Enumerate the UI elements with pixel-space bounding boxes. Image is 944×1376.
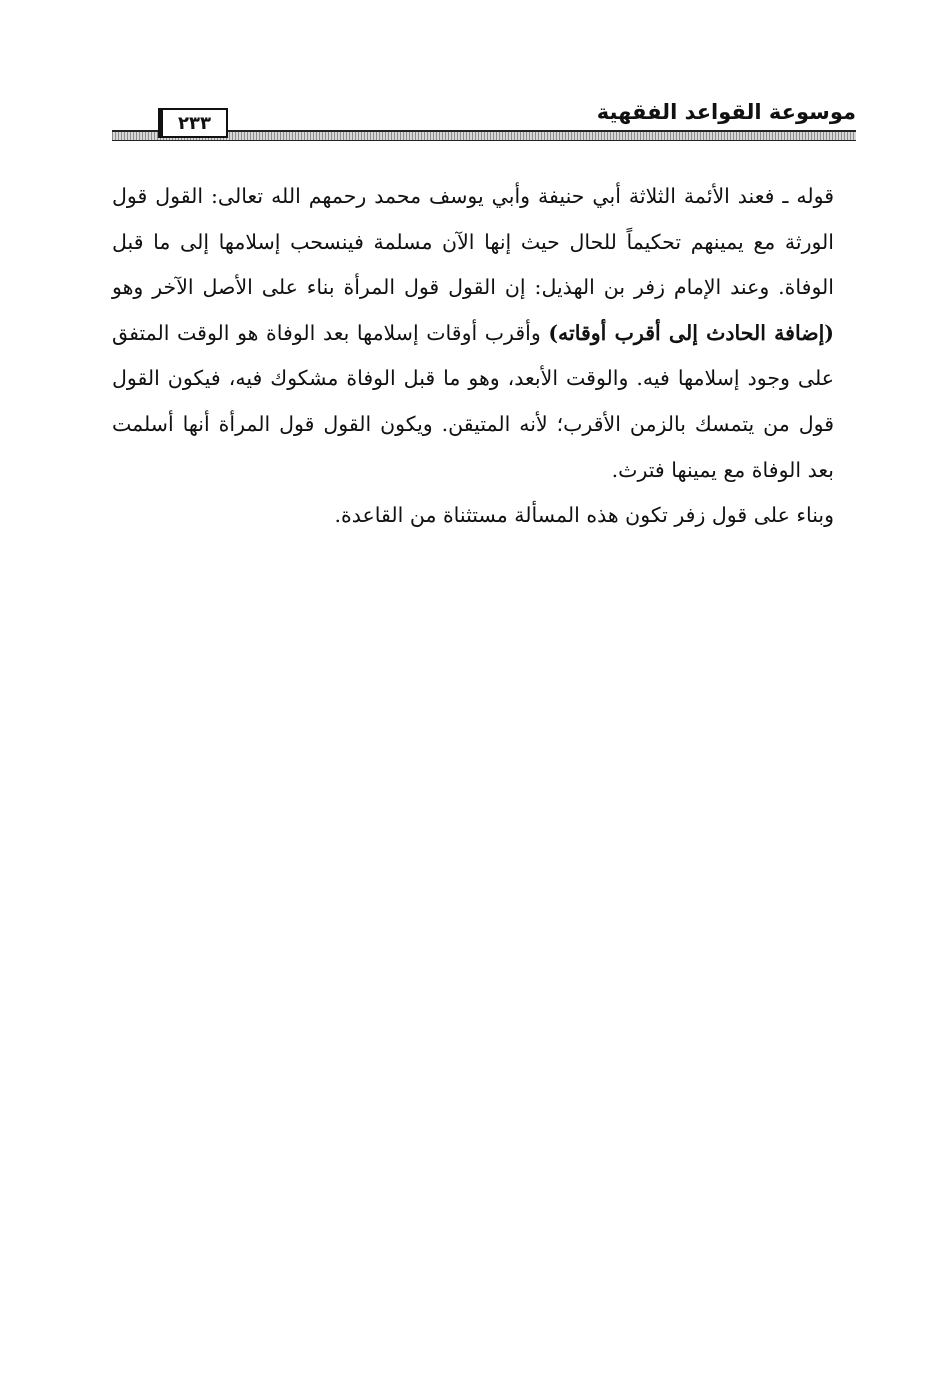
page-header bbox=[112, 96, 856, 148]
page-number: ٢٣٣ bbox=[178, 113, 211, 134]
body-text bbox=[112, 174, 834, 539]
paragraph-2: وبناء على قول زفر تكون هذه المسألة مستثناة من القاعدة. bbox=[334, 503, 834, 528]
paragraph-1 bbox=[112, 174, 834, 493]
page-number-box bbox=[158, 108, 228, 138]
paragraph-1-text-after: وأقرب أوقات إسلامها بعد الوفاة هو الوقت المتفق على وجود إسلامها فيه. والوقت الأبعد، وهو ما قبل الوفاة مشكوك فيه، فيكون القول قول من يتمسك بالزمن الأقرب؛ لأنه المتيقن. ويكون القول قول المرأة أنها أسلمت بعد الوفاة مع يمينها فترث. bbox=[112, 320, 834, 482]
book-title: موسوعة القواعد الفقهية bbox=[596, 100, 856, 124]
paragraph-1-text-before: قوله ـ فعند الأئمة الثلاثة أبي حنيفة وأبي يوسف محمد رحمهم الله تعالى: القول قول الورثة مع يمينهم تحكيماً للحال حيث إنها الآن مسلمة فينسحب إسلامها إلى ما قبل الوفاة. وعند الإمام زفر بن الهذيل: إن القول قول المرأة بناء على الأصل الآخر وهو bbox=[112, 184, 834, 300]
bold-rule-phrase: (إضافة الحادث إلى أقرب أوقاته) bbox=[548, 320, 834, 345]
